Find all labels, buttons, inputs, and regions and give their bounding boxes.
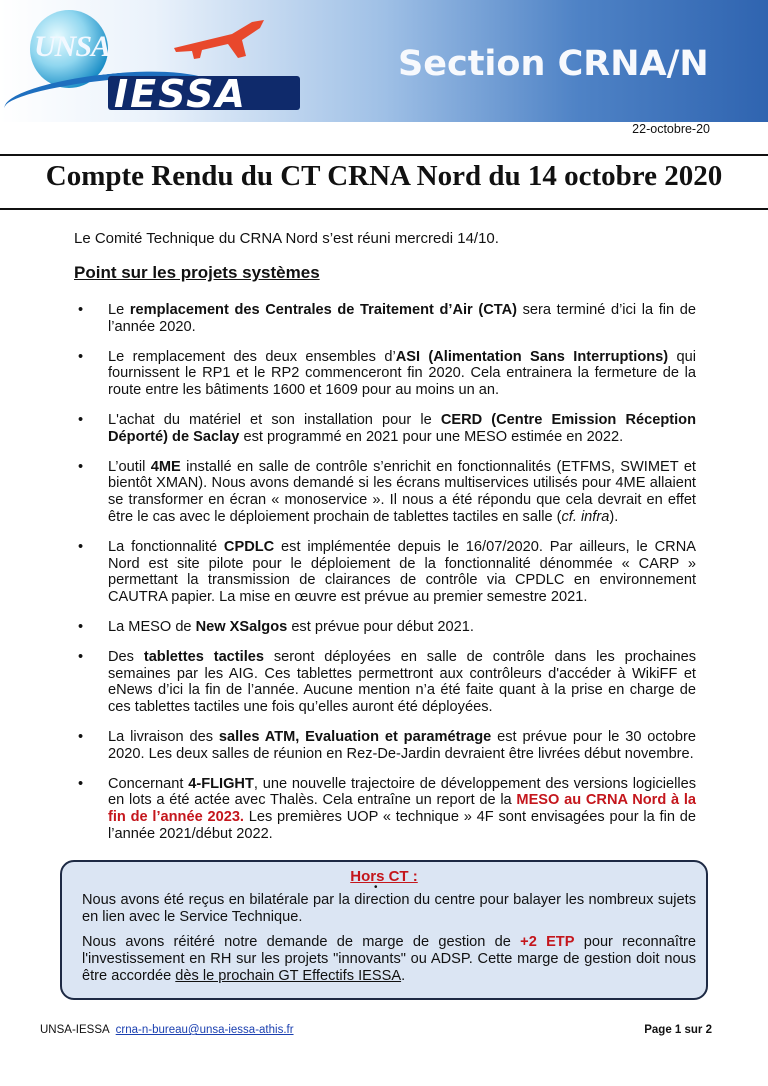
bullet-icon: •: [78, 648, 84, 665]
airplane-icon: [172, 18, 268, 62]
bullet-icon: •: [374, 882, 378, 893]
list-item-4flight: • Concernant 4-FLIGHT, une nouvelle trajectoire de développement des versions logicielles en lots a été actée avec Thalès. Cela entraîne un report de la MESO au CRNA Nord à la fin de l’année 2023. Les premières UOP « technique » 4F sont envisagées pour la fin de l’année 2021/début 2022.: [78, 775, 696, 842]
footer-email-link[interactable]: crna-n-bureau@unsa-iessa-athis.fr: [115, 1024, 294, 1036]
title-top-rule: [0, 154, 768, 156]
hors-ct-box: [60, 860, 708, 1000]
bullet-icon: •: [78, 302, 84, 318]
list-item-cerd: • L'achat du matériel et son installation pour le CERD (Centre Emission Réception Déporté) de Saclay est programmé en 2021 pour une MESO estimée en 2022.: [78, 411, 696, 445]
logo-unsa-text: UNSA: [34, 30, 111, 63]
logo-iessa-wordmark: IESSA: [114, 72, 247, 116]
bullet-icon: •: [78, 728, 84, 745]
list-item-xsalgos: • La MESO de New XSalgos est prévue pour début 2021.: [78, 618, 474, 635]
bullet-icon: •: [78, 348, 84, 365]
hors-ct-paragraph-2: Nous avons réitéré notre demande de marge de gestion de +2 ETP pour reconnaître l'investissement en RH sur les projets "innovants" ou ADSP. Cette marge de gestion doit nous être accordée dès le prochain GT Effectifs IESSA.: [82, 934, 696, 984]
title-bottom-rule: [0, 208, 768, 210]
bullet-icon: •: [78, 411, 84, 428]
section-title: Section CRNA/N: [398, 44, 709, 84]
page-number: Page 1 sur 2: [644, 1024, 712, 1036]
footer-org: UNSA-IESSA: [40, 1024, 110, 1036]
projects-list: [64, 302, 696, 856]
document-title: Compte Rendu du CT CRNA Nord du 14 octobre 2020: [45, 160, 723, 192]
list-item-cta: • Le remplacement des Centrales de Traitement d’Air (CTA) sera terminé d’ici la fin de l’année 2020.: [78, 302, 696, 335]
list-item-salles: • La livraison des salles ATM, Evaluation et paramétrage est prévue pour le 30 octobre 2020. Les deux salles de réunion en Rez-De-Jardin devraient être livrées début novembre.: [78, 728, 696, 762]
bullet-icon: •: [78, 775, 84, 792]
bullet-icon: •: [78, 458, 84, 475]
intro-text: Le Comité Technique du CRNA Nord s’est réuni mercredi 14/10.: [74, 230, 499, 247]
section-heading: Point sur les projets systèmes: [74, 263, 320, 282]
footer-left: [40, 1024, 294, 1036]
list-item-asi: • Le remplacement des deux ensembles d’ASI (Alimentation Sans Interruptions) qui fournissent le RP1 et le RP2 commenceront fin 2020. Cela entrainera la fermeture de la route entre les bâtiments 1600 et 1609 pour au moins un an.: [78, 348, 696, 399]
hors-ct-paragraph-1: Nous avons été reçus en bilatérale par la direction du centre pour balayer les nombreux sujets en lien avec le Service Technique.: [82, 892, 696, 925]
list-item-tablettes: • Des tablettes tactiles seront déployées en salle de contrôle dans les prochaines semaines par les AIG. Ces tablettes permettront aux contrôleurs d'accéder à WikiFF et eNews d’ici la fin de l’année. Aucune mention n’a été faite quant à la prise en charge de ces tablettes tactiles une fois qu’elles auront été déployées.: [78, 648, 696, 716]
bullet-icon: •: [78, 618, 84, 635]
bullet-icon: •: [78, 538, 84, 555]
document-date: 22-octobre-20: [632, 122, 710, 136]
list-item-4me: • L’outil 4ME installé en salle de contrôle s’enrichit en fonctionnalités (ETFMS, SWIMET et bientôt XMAN). Nous avons demandé si les écrans multiservices utilisés pour 4ME allaient se transformer en écran « monoservice ». Il nous a été répondu que cela devrait en effet être le cas avec le déploiement prochain de tablettes tactiles en salle (cf. infra).: [78, 458, 696, 525]
list-item-cpdlc: • La fonctionnalité CPDLC est implémentée depuis le 16/07/2020. Par ailleurs, le CRNA Nord est site pilote pour le déploiement de la fonctionnalité dénommée « CARP » permettant la transmission de clairances de contrôle via CPDLC en environnement CAUTRA papier. La mise en œuvre est prévue au premier semestre 2021.: [78, 538, 696, 606]
hors-ct-title: Hors CT :: [350, 868, 418, 885]
